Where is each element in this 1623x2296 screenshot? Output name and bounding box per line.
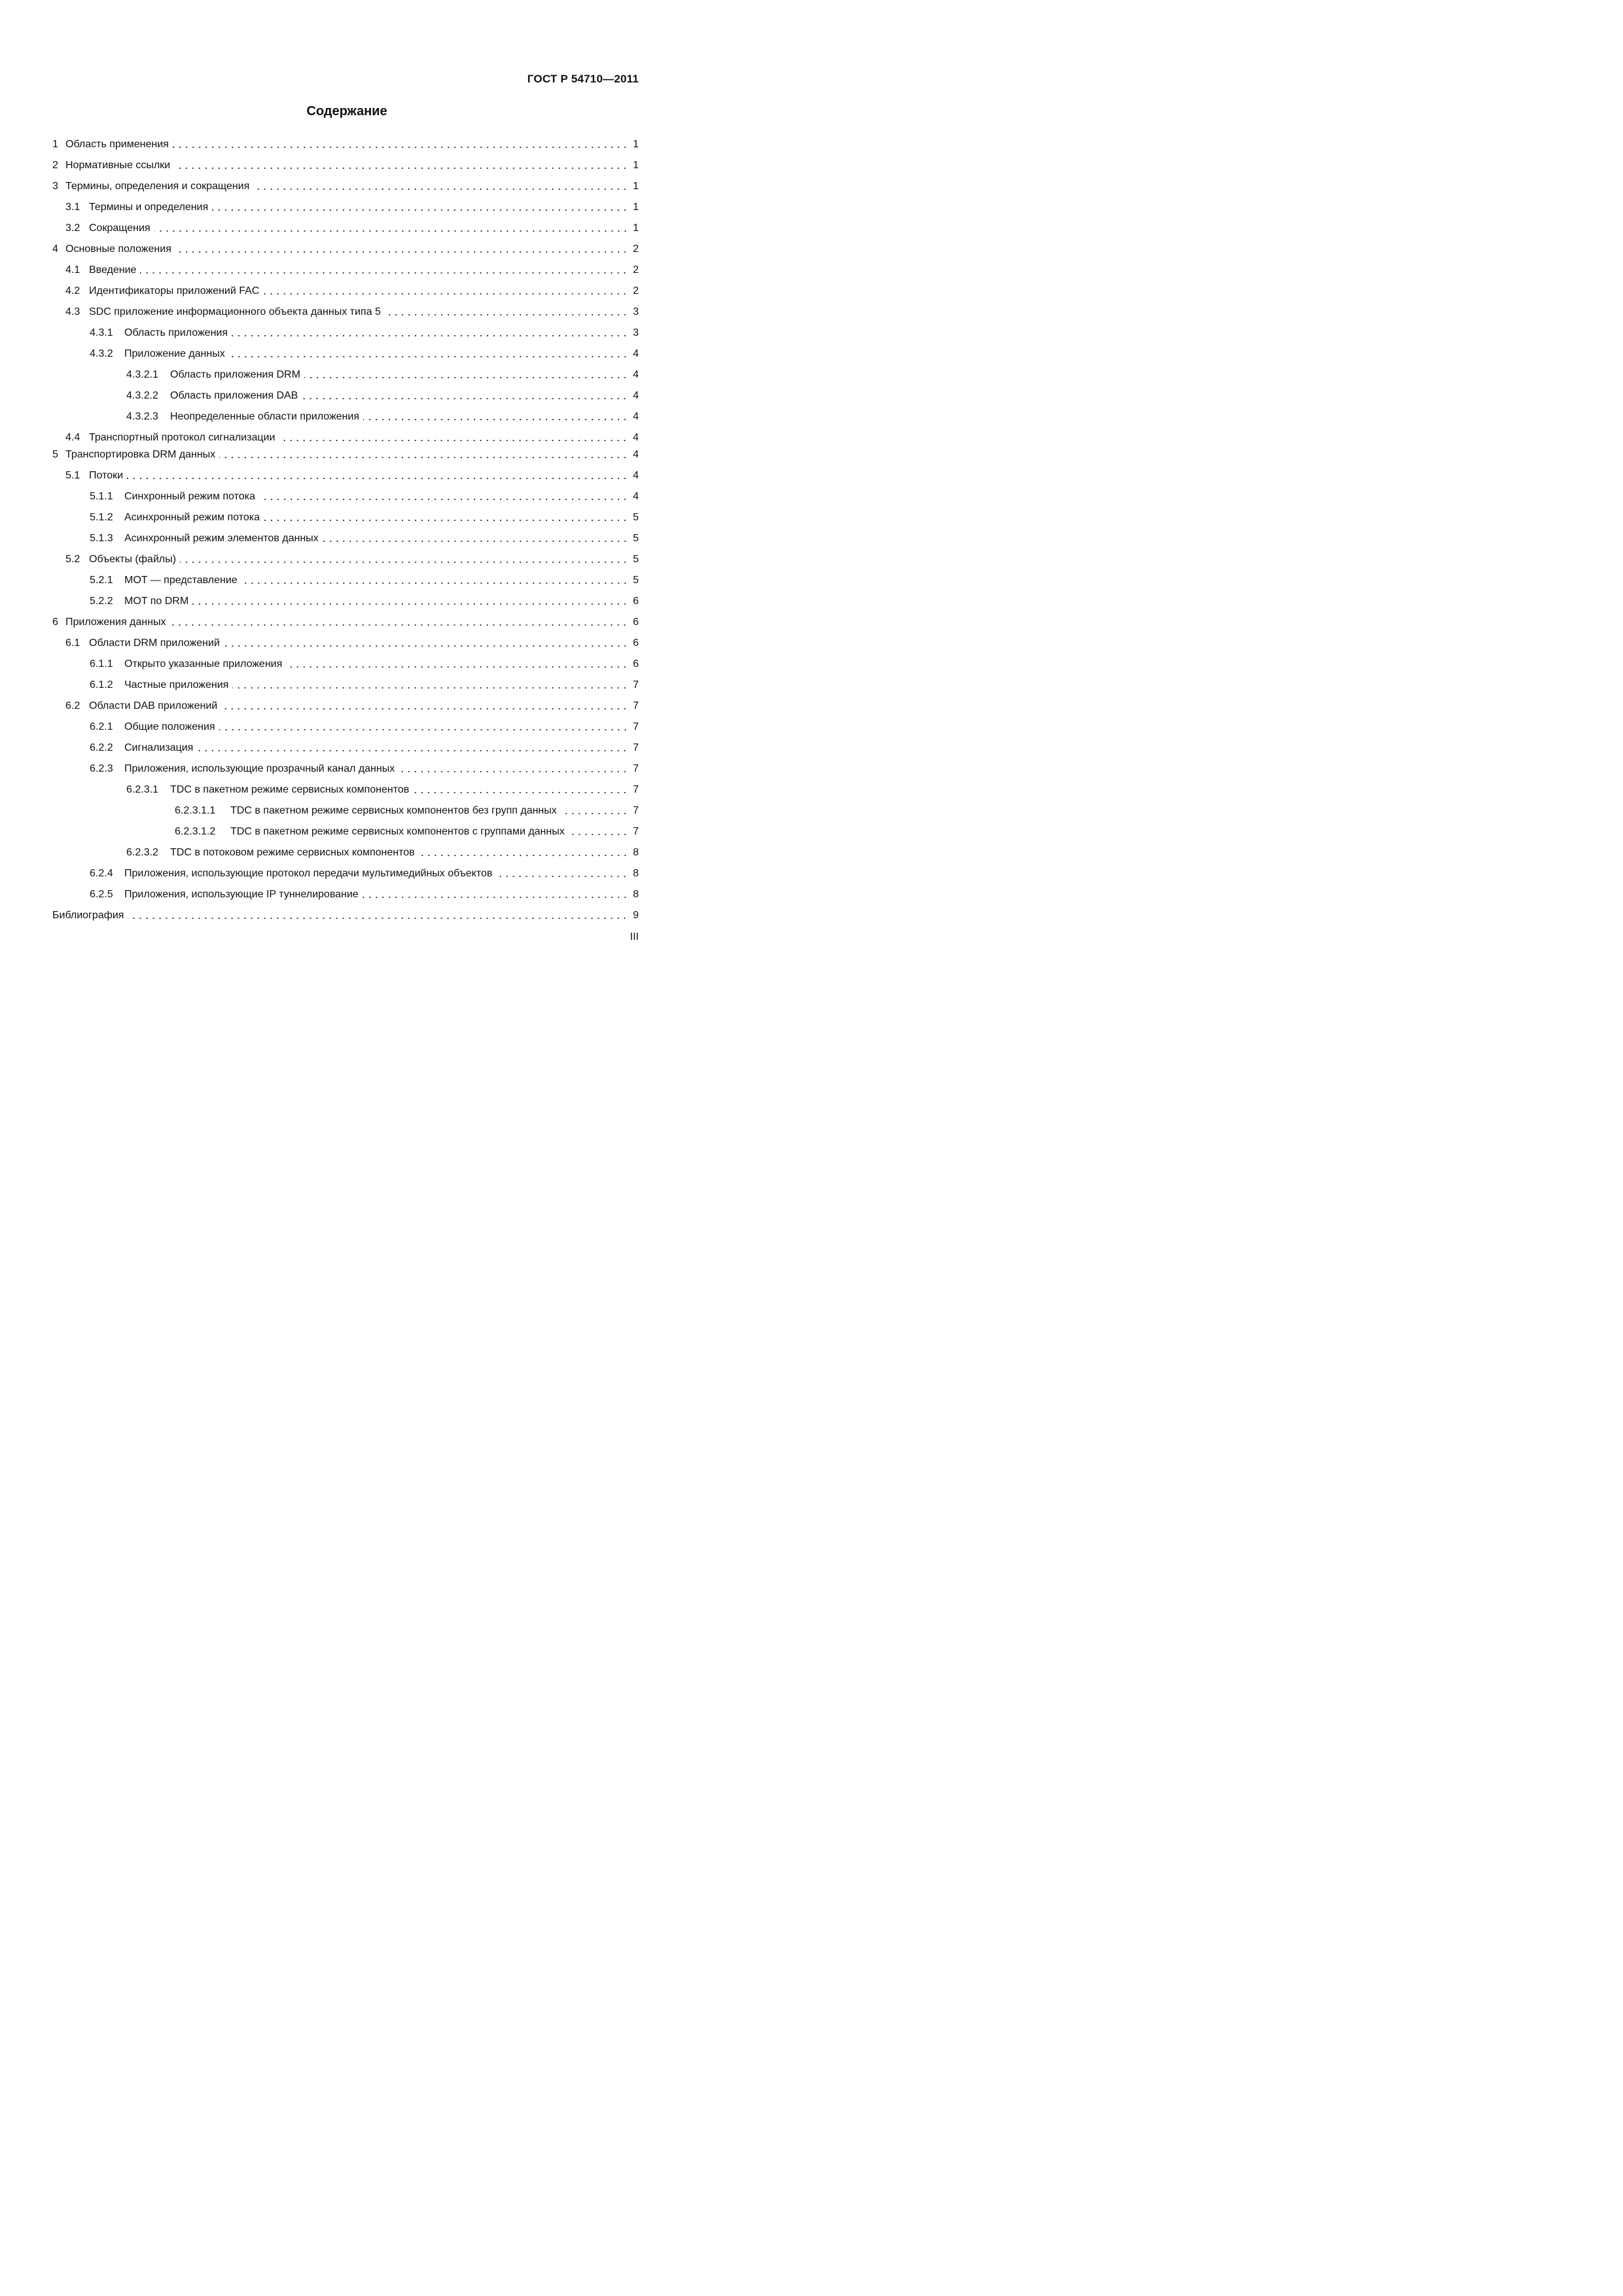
toc-entry-page: 6 [633, 596, 639, 607]
toc-leader-dots [241, 583, 628, 584]
toc-entry-title: Термины и определения [89, 202, 209, 213]
toc-entry-title: Идентификаторы приложений FAC [89, 285, 260, 296]
toc-entry-page: 4 [633, 449, 639, 460]
toc-entry-page: 1 [633, 223, 639, 234]
toc-entry[interactable] [52, 444, 639, 465]
toc-entry-number: 5.1.2 [90, 512, 113, 523]
page-title: Содержание [306, 104, 387, 118]
toc-leader-dots [286, 666, 628, 668]
toc-entry-page: 1 [633, 181, 639, 192]
toc-entry[interactable] [52, 134, 639, 155]
toc-entry[interactable] [52, 486, 639, 507]
toc-entry-number: 6.2.3.2 [126, 847, 158, 858]
toc-entry-page: 2 [633, 285, 639, 296]
toc-entry-title: Приложения, использующие IP туннелирование [124, 889, 359, 900]
toc-entry-page: 4 [633, 411, 639, 422]
toc-entry[interactable] [52, 260, 639, 281]
toc-entry-title: Термины, определения и сокращения [65, 181, 250, 192]
toc-leader-dots [561, 813, 628, 814]
toc-leader-dots [221, 708, 628, 709]
toc-leader-dots [169, 624, 628, 626]
toc-entry-number: 4.3.1 [90, 327, 113, 338]
toc-entry-title: Асинхронный режим элементов данных [124, 533, 319, 544]
toc-entry-number: 4.3.2.1 [126, 369, 158, 380]
toc-entry-page: 3 [633, 306, 639, 317]
toc-entry[interactable] [52, 759, 639, 780]
toc-entry[interactable] [52, 570, 639, 591]
toc-entry-title: TDC в пакетном режиме сервисных компонентов с группами данных [230, 826, 565, 837]
toc-leader-dots [413, 792, 628, 793]
toc-entry-number: 3 [52, 181, 58, 192]
toc-entry[interactable] [52, 675, 639, 696]
toc-entry-title: Область применения [65, 139, 169, 150]
toc-entry-page: 6 [633, 617, 639, 628]
toc-entry-page: 6 [633, 658, 639, 670]
toc-entry[interactable] [52, 281, 639, 302]
toc-entry-title: Область приложения [124, 327, 228, 338]
toc-entry-title: Приложение данных [124, 348, 225, 359]
toc-entry-number: 5.2 [65, 554, 80, 565]
toc-entry-title: TDC в потоковом режиме сервисных компонентов [170, 847, 415, 858]
toc-entry-title: Область приложения DRM [170, 369, 300, 380]
toc-leader-dots [232, 335, 628, 336]
toc-entry-page: 7 [633, 742, 639, 753]
toc-leader-dots [229, 356, 628, 357]
toc-entry-title: Приложения, использующие протокол передачи мультимедийных объектов [124, 868, 493, 879]
toc-leader-dots [419, 855, 628, 856]
toc-entry-number: 5.1 [65, 470, 80, 481]
toc-entry-number: 6.2.3.1.2 [175, 826, 216, 837]
toc-entry-number: 6.2.2 [90, 742, 113, 753]
toc-entry-title: Основные положения [65, 243, 171, 255]
toc-entry-number: 6.2.3.1 [126, 784, 158, 795]
toc-entry[interactable] [52, 738, 639, 759]
toc-entry-number: 4.1 [65, 264, 80, 276]
toc-entry-number: 4.3.2.3 [126, 411, 158, 422]
toc-entry-number: 1 [52, 139, 58, 150]
toc-entry[interactable] [52, 507, 639, 528]
toc-entry-number: 6.2.5 [90, 889, 113, 900]
toc-entry[interactable] [52, 800, 639, 821]
toc-entry-title: Общие положения [124, 721, 215, 732]
toc-entry-page: 7 [633, 826, 639, 837]
toc-entry-page: 1 [633, 160, 639, 171]
toc-entry-page: 1 [633, 139, 639, 150]
toc-entry[interactable] [52, 654, 639, 675]
toc-entry[interactable] [52, 591, 639, 612]
toc-entry-number: 4.3 [65, 306, 80, 317]
toc-entry[interactable] [52, 717, 639, 738]
toc-leader-dots [496, 876, 628, 877]
toc-leader-dots [363, 419, 628, 420]
toc-entry-title: Объекты (файлы) [89, 554, 176, 565]
toc-leader-dots [219, 729, 628, 730]
toc-entry-number: 6 [52, 617, 58, 628]
toc-leader-dots [253, 188, 628, 190]
toc-entry[interactable] [52, 465, 639, 486]
toc-entry-page: 8 [633, 847, 639, 858]
toc-leader-dots [224, 645, 628, 647]
toc-entry-title: Приложения, использующие прозрачный канал данных [124, 763, 395, 774]
toc-entry-number: 6.2.3.1.1 [175, 805, 216, 816]
toc-leader-dots [323, 541, 628, 542]
toc-leader-dots [175, 251, 628, 253]
toc-entry-page: 4 [633, 491, 639, 502]
toc-entry[interactable] [52, 612, 639, 633]
toc-entry[interactable] [52, 863, 639, 884]
toc-entry-title: Транспортный протокол сигнализации [89, 432, 276, 443]
toc-leader-dots [219, 457, 628, 458]
toc-entry-number: 6.1.2 [90, 679, 113, 691]
toc-leader-dots [304, 377, 628, 378]
toc-entry-title: Введение [89, 264, 137, 276]
toc-entry-page: 4 [633, 348, 639, 359]
toc-leader-dots [264, 520, 628, 521]
toc-entry[interactable] [52, 780, 639, 800]
toc-entry-title: Сокращения [89, 223, 151, 234]
toc-leader-dots [302, 398, 628, 399]
toc-entry[interactable] [52, 633, 639, 654]
toc-entry[interactable] [52, 365, 639, 386]
toc-entry-page: 6 [633, 637, 639, 649]
toc-entry[interactable] [52, 176, 639, 197]
toc-entry-title: Области DAB приложений [89, 700, 218, 711]
toc-entry[interactable] [52, 549, 639, 570]
toc-entry-number: 2 [52, 160, 58, 171]
toc-entry-page: 4 [633, 390, 639, 401]
toc-entry-number: 6.2.4 [90, 868, 113, 879]
toc-entry[interactable] [52, 155, 639, 176]
toc-entry-page: 3 [633, 327, 639, 338]
toc-entry-number: 5.2.2 [90, 596, 113, 607]
toc-entry-number: 6.2.3 [90, 763, 113, 774]
toc-entry-title: Сигнализация [124, 742, 194, 753]
toc-leader-dots [154, 230, 628, 232]
toc-entry-title: Синхронный режим потока [124, 491, 255, 502]
toc-entry-number: 6.2.1 [90, 721, 113, 732]
toc-entry-page: 5 [633, 533, 639, 544]
toc-entry-number: 6.1 [65, 637, 80, 649]
toc-entry-page: 9 [633, 910, 639, 921]
toc-entry-number: 4.2 [65, 285, 80, 296]
toc-entry-page: 1 [633, 202, 639, 213]
toc-entry-number: 6.2 [65, 700, 80, 711]
toc-leader-dots [263, 293, 628, 295]
toc-entry[interactable] [52, 905, 639, 926]
toc-leader-dots [140, 272, 628, 274]
toc-entry-title: SDC приложение информационного объекта данных типа 5 [89, 306, 381, 317]
toc-leader-dots [279, 440, 628, 441]
page-number: III [630, 931, 639, 942]
toc-leader-dots [259, 499, 628, 500]
toc-entry-page: 7 [633, 721, 639, 732]
document-standard-number: ГОСТ Р 54710—2011 [527, 73, 639, 85]
toc-entry-page: 5 [633, 512, 639, 523]
toc-entry-page: 2 [633, 264, 639, 276]
toc-leader-dots [174, 168, 628, 169]
toc-entry-title: Открыто указанные приложения [124, 658, 283, 670]
toc-entry-page: 7 [633, 679, 639, 691]
toc-entry-title: Приложения данных [65, 617, 166, 628]
toc-entry-page: 4 [633, 369, 639, 380]
toc-entry-page: 8 [633, 868, 639, 879]
toc-leader-dots [173, 147, 628, 148]
toc-leader-dots [569, 834, 628, 835]
toc-leader-dots [128, 918, 628, 919]
toc-entry-number: 5.1.1 [90, 491, 113, 502]
toc-entry[interactable] [52, 218, 639, 239]
toc-entry-page: 7 [633, 805, 639, 816]
toc-entry-title: Области DRM приложений [89, 637, 220, 649]
toc-entry[interactable] [52, 842, 639, 863]
toc-entry-title: Потоки [89, 470, 124, 481]
toc-entry[interactable] [52, 528, 639, 549]
toc-entry[interactable] [52, 323, 639, 344]
toc-entry-number: 3.2 [65, 223, 80, 234]
toc-entry-page: 4 [633, 432, 639, 443]
toc-entry-title: TDC в пакетном режиме сервисных компонентов без групп данных [230, 805, 557, 816]
toc-entry-number: 4.3.2.2 [126, 390, 158, 401]
toc-entry-number: 6.1.1 [90, 658, 113, 670]
toc-entry-page: 2 [633, 243, 639, 255]
toc-entry-title: Транспортировка DRM данных [65, 449, 216, 460]
toc-leader-dots [212, 209, 628, 211]
toc-leader-dots [180, 562, 628, 563]
toc-leader-dots [399, 771, 628, 772]
toc-entry-number: 3.1 [65, 202, 80, 213]
toc-entry-page: 4 [633, 470, 639, 481]
toc-entry[interactable] [52, 197, 639, 218]
toc-entry-title: TDC в пакетном режиме сервисных компонентов [170, 784, 410, 795]
toc-entry[interactable] [52, 344, 639, 365]
toc-entry[interactable] [52, 386, 639, 406]
toc-entry[interactable] [52, 696, 639, 717]
toc-entry-title: Неопределенные области приложения [170, 411, 359, 422]
toc-entry-page: 8 [633, 889, 639, 900]
toc-entry-number: 5.1.3 [90, 533, 113, 544]
toc-entry-title: Область приложения DAB [170, 390, 298, 401]
toc-entry-page: 7 [633, 784, 639, 795]
toc-entry-number: 5 [52, 449, 58, 460]
toc-entry-page: 7 [633, 763, 639, 774]
toc-leader-dots [385, 314, 628, 315]
toc-entry-page: 5 [633, 554, 639, 565]
toc-entry[interactable] [52, 302, 639, 323]
toc-leader-dots [127, 478, 628, 479]
toc-entry[interactable] [52, 821, 639, 842]
toc-entry-number: 4 [52, 243, 58, 255]
toc-entry[interactable] [52, 406, 639, 427]
toc-entry-page: 5 [633, 575, 639, 586]
toc-leader-dots [192, 603, 628, 605]
toc-leader-dots [363, 897, 628, 898]
toc-entry-title: MOT по DRM [124, 596, 189, 607]
toc-leader-dots [197, 750, 628, 751]
toc-entry-title: Нормативные ссылки [65, 160, 171, 171]
toc-entry-page: 7 [633, 700, 639, 711]
toc-entry-title: Частные приложения [124, 679, 229, 691]
toc-entry-title: Библиография [52, 910, 124, 921]
toc-entry-number: 5.2.1 [90, 575, 113, 586]
toc-entry-number: 4.4 [65, 432, 80, 443]
toc-leader-dots [232, 687, 628, 689]
toc-entry-title: Асинхронный режим потока [124, 512, 260, 523]
toc-entry[interactable] [52, 239, 639, 260]
toc-entry[interactable] [52, 884, 639, 905]
toc-entry-title: MOT — представление [124, 575, 238, 586]
toc-entry-number: 4.3.2 [90, 348, 113, 359]
